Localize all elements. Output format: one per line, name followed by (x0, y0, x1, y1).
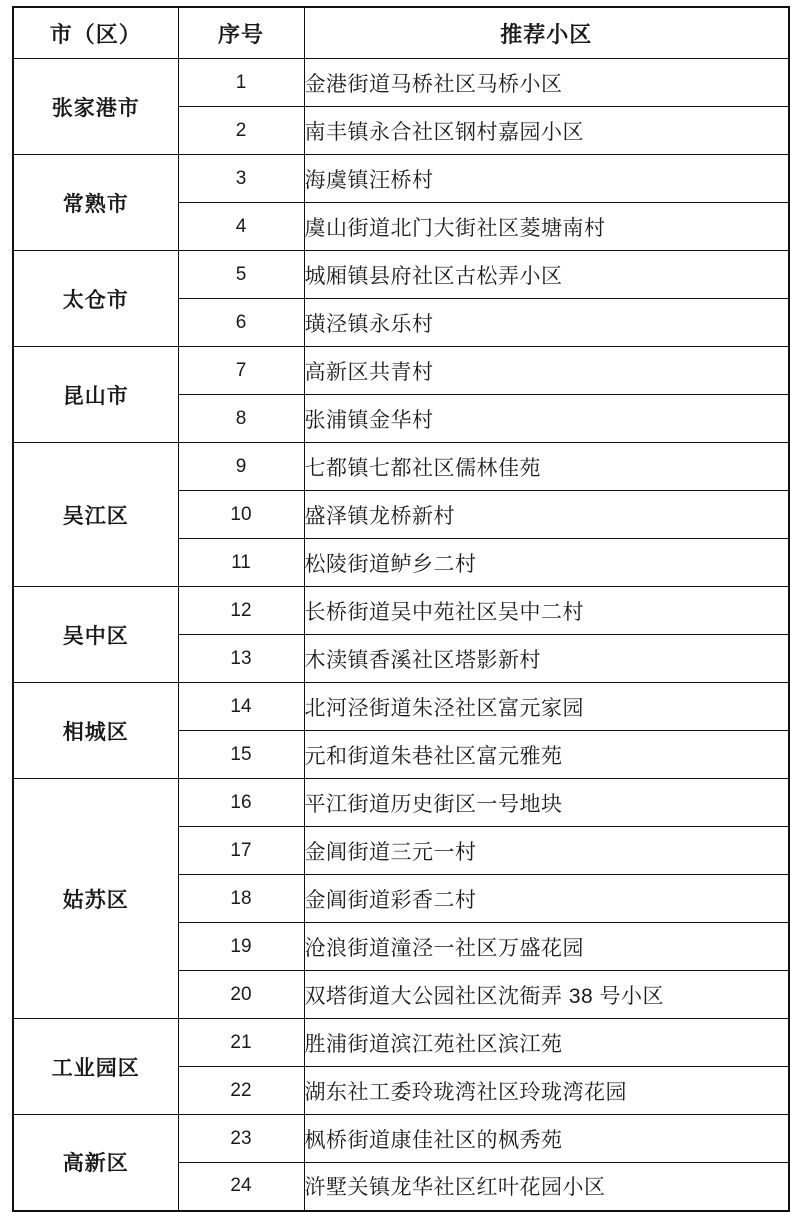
city-cell: 吴江区 (13, 443, 178, 587)
table-row (13, 251, 789, 299)
index-cell: 18 (178, 875, 304, 923)
community-cell: 北河泾街道朱泾社区富元家园 (304, 683, 789, 731)
community-cell: 高新区共青村 (304, 347, 789, 395)
table-row (13, 1115, 789, 1163)
index-cell: 10 (178, 491, 304, 539)
table-header (13, 7, 789, 59)
community-cell: 元和街道朱巷社区富元雅苑 (304, 731, 789, 779)
community-cell: 湖东社工委玲珑湾社区玲珑湾花园 (304, 1067, 789, 1115)
table-header-row (13, 7, 789, 59)
table-row (13, 155, 789, 203)
city-cell: 张家港市 (13, 59, 178, 155)
index-cell: 16 (178, 779, 304, 827)
community-cell: 浒墅关镇龙华社区红叶花园小区 (304, 1163, 789, 1211)
community-cell: 金港街道马桥社区马桥小区 (304, 59, 789, 107)
city-cell: 姑苏区 (13, 779, 178, 1019)
index-cell: 22 (178, 1067, 304, 1115)
community-cell: 虞山街道北门大街社区菱塘南村 (304, 203, 789, 251)
index-cell: 24 (178, 1163, 304, 1211)
community-cell: 张浦镇金华村 (304, 395, 789, 443)
index-cell: 9 (178, 443, 304, 491)
city-cell: 常熟市 (13, 155, 178, 251)
community-cell: 金阊街道三元一村 (304, 827, 789, 875)
index-cell: 5 (178, 251, 304, 299)
community-cell: 盛泽镇龙桥新村 (304, 491, 789, 539)
index-cell: 6 (178, 299, 304, 347)
recommended-communities-table (12, 6, 790, 1212)
community-cell: 沧浪街道潼泾一社区万盛花园 (304, 923, 789, 971)
index-cell: 14 (178, 683, 304, 731)
index-cell: 23 (178, 1115, 304, 1163)
community-cell: 金阊街道彩香二村 (304, 875, 789, 923)
city-cell: 相城区 (13, 683, 178, 779)
table-row (13, 779, 789, 827)
column-header-city: 市（区） (13, 7, 178, 59)
index-cell: 19 (178, 923, 304, 971)
community-cell: 胜浦街道滨江苑社区滨江苑 (304, 1019, 789, 1067)
index-cell: 21 (178, 1019, 304, 1067)
community-cell: 七都镇七都社区儒林佳苑 (304, 443, 789, 491)
index-cell: 2 (178, 107, 304, 155)
table-row (13, 59, 789, 107)
community-cell: 璜泾镇永乐村 (304, 299, 789, 347)
index-cell: 20 (178, 971, 304, 1019)
community-cell: 长桥街道吴中苑社区吴中二村 (304, 587, 789, 635)
table-row (13, 587, 789, 635)
index-cell: 12 (178, 587, 304, 635)
community-cell: 城厢镇县府社区古松弄小区 (304, 251, 789, 299)
column-header-index: 序号 (178, 7, 304, 59)
index-cell: 7 (178, 347, 304, 395)
table-row (13, 683, 789, 731)
index-cell: 17 (178, 827, 304, 875)
table-row (13, 347, 789, 395)
index-cell: 13 (178, 635, 304, 683)
community-cell: 木渎镇香溪社区塔影新村 (304, 635, 789, 683)
index-cell: 4 (178, 203, 304, 251)
index-cell: 11 (178, 539, 304, 587)
city-cell: 高新区 (13, 1115, 178, 1211)
index-cell: 15 (178, 731, 304, 779)
table-body (13, 59, 789, 1211)
community-cell: 南丰镇永合社区钢村嘉园小区 (304, 107, 789, 155)
table-row (13, 443, 789, 491)
community-cell: 松陵街道鲈乡二村 (304, 539, 789, 587)
column-header-community: 推荐小区 (304, 7, 789, 59)
city-cell: 吴中区 (13, 587, 178, 683)
index-cell: 1 (178, 59, 304, 107)
city-cell: 工业园区 (13, 1019, 178, 1115)
community-cell: 平江街道历史街区一号地块 (304, 779, 789, 827)
community-cell: 海虞镇汪桥村 (304, 155, 789, 203)
table-row (13, 1019, 789, 1067)
city-cell: 昆山市 (13, 347, 178, 443)
community-cell: 双塔街道大公园社区沈衙弄 38 号小区 (304, 971, 789, 1019)
city-cell: 太仓市 (13, 251, 178, 347)
index-cell: 3 (178, 155, 304, 203)
index-cell: 8 (178, 395, 304, 443)
community-cell: 枫桥街道康佳社区的枫秀苑 (304, 1115, 789, 1163)
